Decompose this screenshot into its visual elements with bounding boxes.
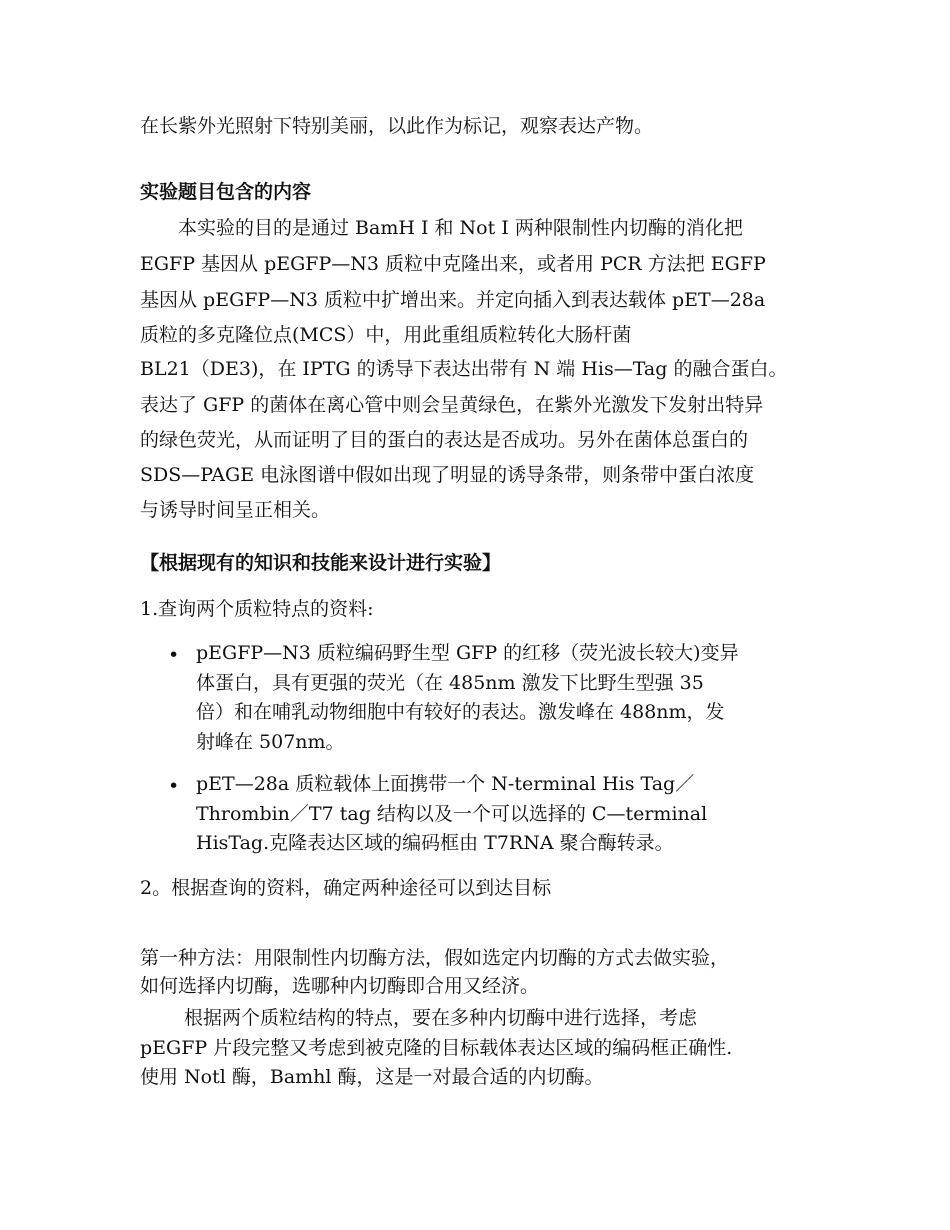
intro-paragraph-line: 在长紫外光照射下特别美丽，以此作为标记，观察表达产物。 (140, 115, 654, 137)
bullet-2-line: Thrombin／T7 tag 结构以及一个可以选择的 C—terminal (196, 803, 708, 825)
bullet-2-line: HisTag.克隆表达区域的编码框由 T7RNA 聚合酶转录。 (196, 832, 674, 854)
body-paragraph-line: 本实验的目的是通过 BamH I 和 Not I 两种限制性内切酶的消化把 (178, 217, 743, 239)
body-paragraph-line: EGFP 基因从 pEGFP—N3 质粒中克隆出来，或者用 PCR 方法把 EGFP (140, 253, 766, 275)
method-1-line: 如何选择内切酶，选哪种内切酶即合用又经济。 (140, 975, 540, 997)
body-paragraph-line: SDS—PAGE 电泳图谱中假如出现了明显的诱导条带，则条带中蛋白浓度 (140, 464, 755, 486)
body-paragraph-line: 与诱导时间呈正相关。 (140, 499, 331, 521)
section-heading-content: 实验题目包含的内容 (140, 181, 312, 203)
method-1-line: 使用 Notl 酶，Bamhl 酶，这是一对最合适的内切酶。 (140, 1066, 604, 1088)
bullet-marker: • (168, 775, 180, 797)
bullet-marker: • (168, 644, 180, 666)
section-heading-design: 【根据现有的知识和技能来设计进行实验】 (140, 552, 502, 574)
bullet-2-line: pET—28a 质粒载体上面携带一个 N-terminal His Tag／ (196, 773, 695, 795)
bullet-1-line: 倍）和在哺乳动物细胞中有较好的表达。激发峰在 488nm，发 (196, 701, 725, 723)
method-1-line: 根据两个质粒结构的特点，要在多种内切酶中进行选择，考虑 (184, 1007, 698, 1029)
method-1-line: 第一种方法：用限制性内切酶方法，假如选定内切酶的方式去做实验， (140, 947, 730, 969)
bullet-1-line: 体蛋白，具有更强的荧光（在 485nm 激发下比野生型强 35 (196, 672, 704, 694)
bullet-1-line: pEGFP—N3 质粒编码野生型 GFP 的红移（荧光波长较大)变异 (196, 642, 739, 664)
body-paragraph-line: 表达了 GFP 的菌体在离心管中则会呈黄绿色，在紫外光激发下发射出特异 (140, 394, 764, 416)
body-paragraph-line: 基因从 pEGFP—N3 质粒中扩增出来。并定向插入到表达载体 pET—28a (140, 289, 766, 311)
body-paragraph-line: 的绿色荧光，从而证明了目的蛋白的表达是否成功。另外在菌体总蛋白的 (140, 429, 749, 451)
bullet-1-line: 射峰在 507nm。 (196, 731, 345, 753)
method-1-line: pEGFP 片段完整又考虑到被克隆的目标载体表达区域的编码框正确性. (140, 1037, 733, 1059)
body-paragraph-line: BL21（DE3)，在 IPTG 的诱导下表达出带有 N 端 His—Tag 的融合蛋白。 (140, 358, 788, 380)
body-paragraph-line: 质粒的多克隆位点(MCS）中，用此重组质粒转化大肠杆菌 (140, 324, 632, 346)
step-2-label: 2。根据查询的资料，确定两种途径可以到达目标 (140, 877, 552, 899)
step-1-label: 1.查询两个质粒特点的资料: (140, 598, 374, 620)
